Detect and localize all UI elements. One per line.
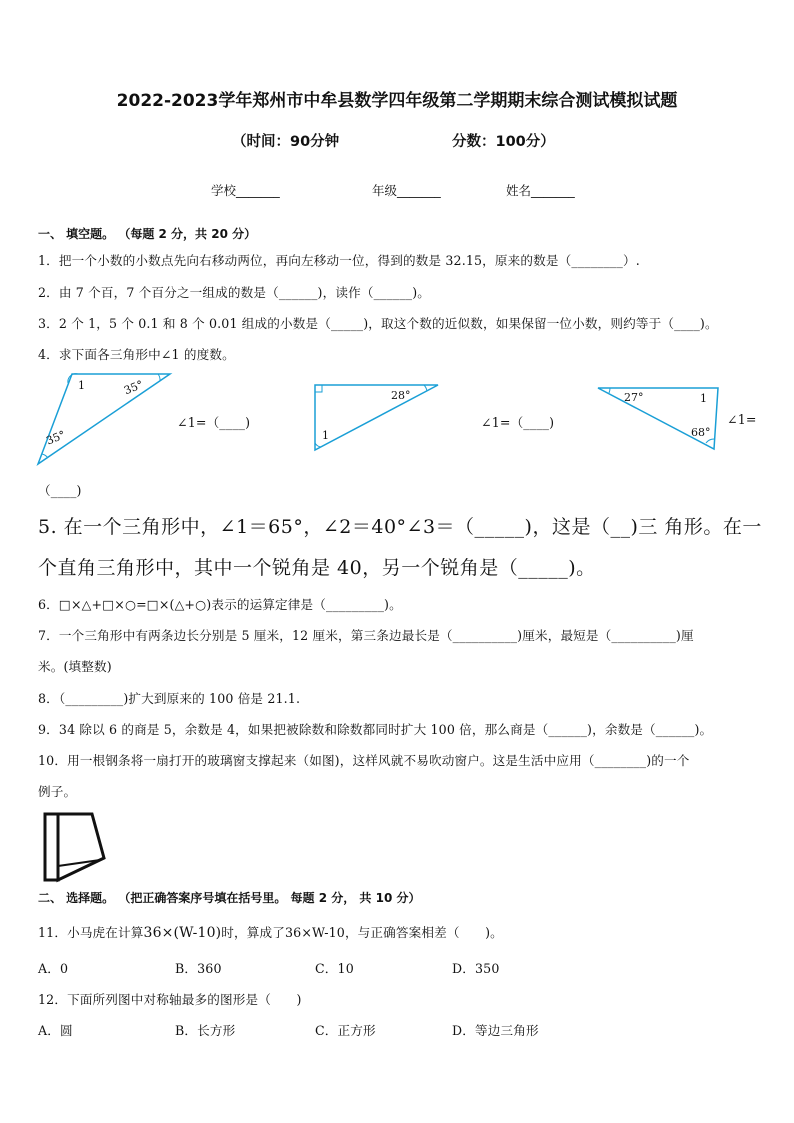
question-6: 6．□×△+□×○=□×(△+○)表示的运算定律是（_________)。 (38, 597, 402, 612)
q11-expression-2: 36×W-10 (285, 925, 345, 940)
grade-field[interactable]: 年级_______ (372, 183, 441, 198)
question-12: 12．下面所列图中对称轴最多的图形是（ ) (38, 992, 302, 1007)
q12-option-b[interactable]: B．长方形 (175, 1023, 236, 1038)
tri2-label-angle1: 1 (322, 429, 329, 442)
school-field[interactable]: 学校_______ (211, 183, 280, 198)
question-1: 1．把一个小数的小数点先向右移动两位，再向左移动一位，得到的数是 32.15，原来的数是（________）. (38, 253, 640, 268)
triangle-figure-1 (36, 370, 176, 470)
tri1-label-angle1: 1 (78, 379, 85, 392)
question-10-line-2: 例子。 (38, 784, 77, 799)
question-8: 8．（_________)扩大到原来的 100 倍是 21.1. (38, 691, 301, 706)
question-10-line-1: 10．用一根钢条将一扇打开的玻璃窗支撑起来（如图)，这样风就不易吹动窗户。这是生活中应用（________)的一个 (38, 753, 690, 768)
q11-text-c: ，与正确答案相差（ )。 (344, 925, 503, 940)
q12-option-c[interactable]: C．正方形 (315, 1023, 376, 1038)
q11-option-a[interactable]: A．0 (38, 961, 69, 976)
question-5-line-1: 5. 在一个三角形中，∠1＝65°，∠2＝40°∠3＝（_____)，这是（__)三 角形。在一 (38, 516, 762, 538)
tri1-label-35a: 35° (122, 377, 146, 398)
question-2: 2．由 7 个百，7 个百分之一组成的数是（______)，读作（______)。 (38, 285, 431, 300)
q12-option-d[interactable]: D．等边三角形 (452, 1023, 539, 1038)
triangle-figure-2 (312, 383, 442, 453)
q11-option-d[interactable]: D．350 (452, 961, 500, 976)
window-support-figure (40, 810, 110, 884)
tri2-label-28: 28° (391, 389, 411, 402)
q11-text-b: 时，算成了 (221, 925, 285, 940)
exam-score: 分数：100分） (452, 134, 555, 150)
q4-answer-3-blank[interactable]: （____) (38, 483, 82, 498)
question-9: 9．34 除以 6 的商是 5，余数是 4，如果把被除数和除数都同时扩大 100 倍，那么商是（______)，余数是（______)。 (38, 722, 713, 737)
exam-time: （时间：90分钟 (232, 134, 340, 150)
q11-text-a: 11．小马虎在计算 (38, 925, 144, 940)
section-2-heading: 二、 选择题。 （把正确答案序号填在括号里。 每题 2 分， 共 10 分） (38, 891, 421, 905)
question-3: 3．2 个 1，5 个 0.1 和 8 个 0.01 组成的小数是（_____)，取这个数的近似数，如果保留一位小数，则约等于（____)。 (38, 316, 718, 331)
q12-option-a[interactable]: A．圆 (38, 1023, 73, 1038)
q11-expression-1: 36×(W-10) (143, 925, 222, 941)
tri3-label-27: 27° (624, 391, 644, 404)
tri3-label-68: 68° (691, 426, 711, 439)
q4-answer-1[interactable]: ∠1=（____) (177, 415, 251, 430)
triangle-figure-3 (596, 386, 726, 456)
question-7-line-2: 米。(填整数) (38, 659, 112, 674)
q4-answer-3[interactable]: ∠1= (727, 412, 757, 427)
q4-answer-2[interactable]: ∠1=（____) (481, 415, 555, 430)
tri3-label-angle1: 1 (700, 392, 707, 405)
question-11 (38, 922, 503, 941)
page-title: 2022-2023学年郑州市中牟县数学四年级第二学期期末综合测试模拟试题 (116, 91, 678, 111)
q11-option-c[interactable]: C．10 (315, 961, 354, 976)
question-7-line-1: 7．一个三角形中有两条边长分别是 5 厘米，12 厘米，第三条边最长是（__________)厘米，最短是（__________)厘 (38, 628, 694, 643)
q11-option-b[interactable]: B．360 (175, 961, 222, 976)
section-1-heading: 一、 填空题。 （每题 2 分，共 20 分） (38, 227, 257, 241)
name-field[interactable]: 姓名_______ (506, 183, 575, 198)
tri1-label-35b: 35° (44, 428, 68, 448)
question-5-line-2: 个直角三角形中，其中一个锐角是 40，另一个锐角是（_____)。 (38, 557, 596, 579)
question-4: 4．求下面各三角形中∠1 的度数。 (38, 347, 235, 362)
